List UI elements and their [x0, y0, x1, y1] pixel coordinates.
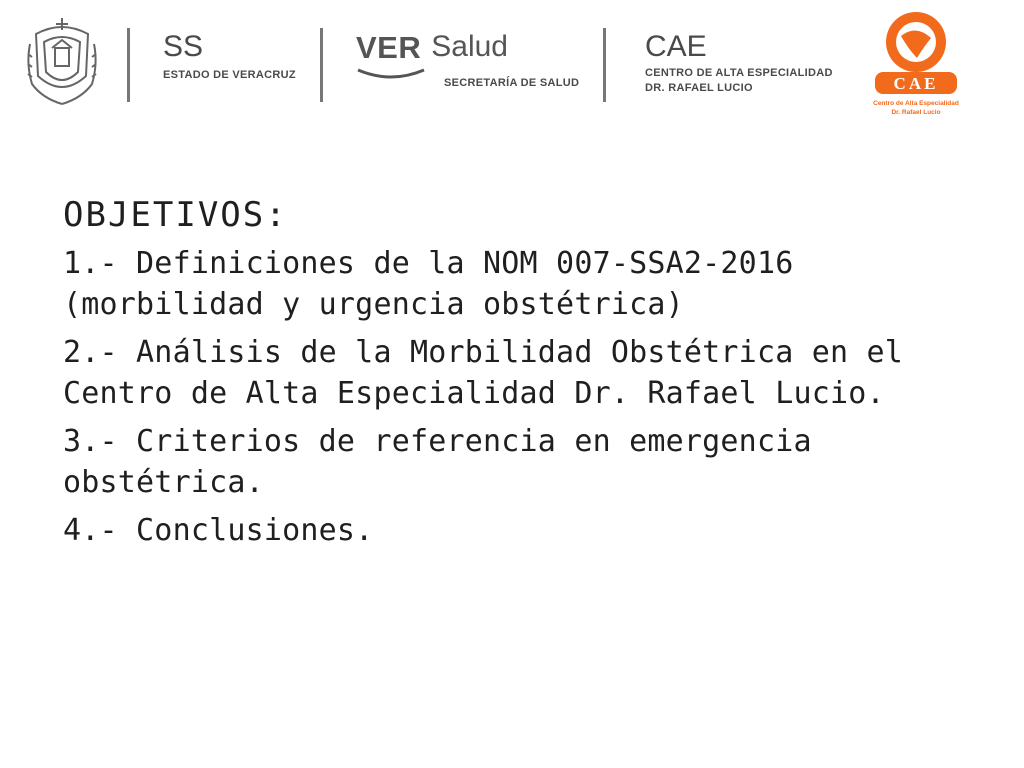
cae-text-logo — [645, 32, 833, 96]
ss-logo-title: SS — [163, 30, 204, 63]
cae-logo-line2: DR. RAFAEL LUCIO — [645, 82, 753, 94]
objective-item-3: 3.- Criterios de referencia en emergencia obstétrica. — [63, 424, 812, 500]
cae-badge-caption2: Dr. Rafael Lucio — [891, 109, 941, 116]
smile-arc-icon — [356, 68, 426, 82]
cae-badge-caption1: Centro de Alta Especialidad — [873, 100, 959, 107]
salud-logo-text: Salud — [431, 30, 508, 63]
slide-title: OBJETIVOS: — [63, 195, 288, 235]
ver-logo-subtitle: SECRETARÍA DE SALUD — [444, 77, 580, 89]
objective-item-1: 1.- Definiciones de la NOM 007-SSA2-2016 (morbilidad y urgencia obstétrica) — [63, 246, 794, 322]
cae-badge-text: CAE — [893, 74, 939, 93]
objective-item-2: 2.- Análisis de la Morbilidad Obstétrica en el Centro de Alta Especialidad Dr. Rafael Lucio. — [63, 335, 904, 411]
veracruz-crest-icon — [22, 14, 102, 106]
cae-badge-logo — [871, 8, 961, 120]
objective-item-4: 4.- Conclusiones. — [63, 513, 374, 548]
ss-logo-subtitle: ESTADO DE VERACRUZ — [163, 69, 296, 81]
slide-header — [0, 0, 1024, 140]
ss-logo — [163, 32, 296, 83]
ver-salud-logo — [356, 30, 579, 91]
header-divider — [127, 28, 130, 102]
cae-logo-title: CAE — [645, 30, 707, 63]
header-divider — [603, 28, 606, 102]
cae-logo-line1: CENTRO DE ALTA ESPECIALIDAD — [645, 67, 833, 79]
ver-logo-text: VER — [356, 30, 422, 65]
slide-body — [63, 193, 993, 558]
header-divider — [320, 28, 323, 102]
